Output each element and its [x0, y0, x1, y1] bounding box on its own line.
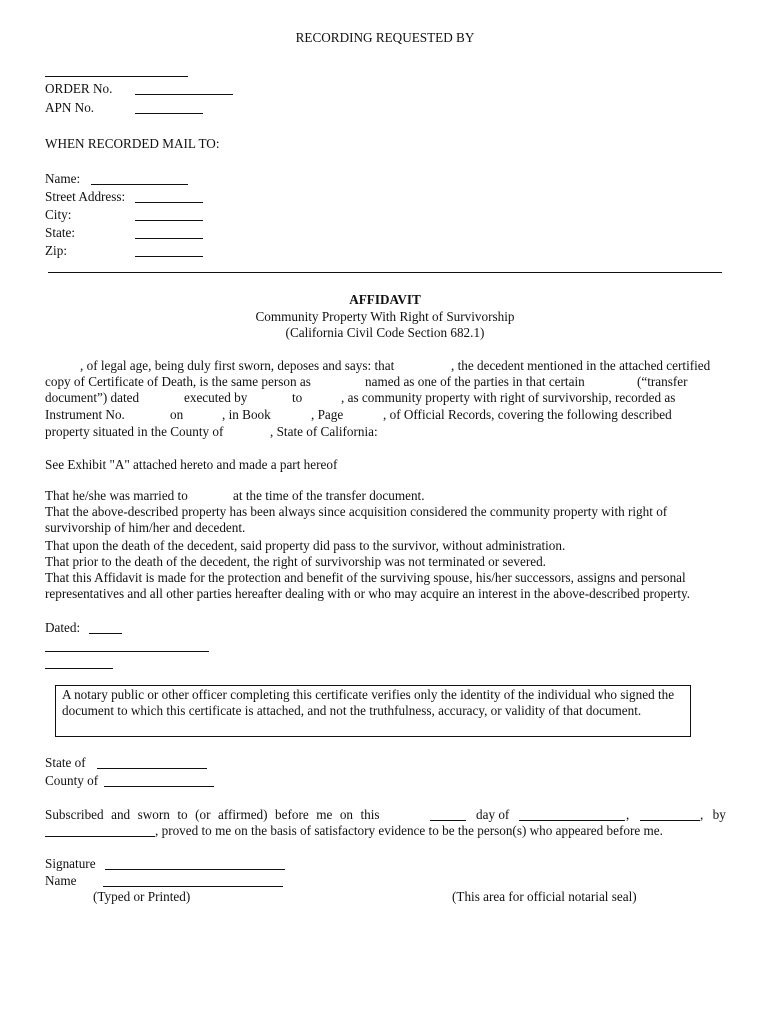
jurat-county-label: County of — [45, 773, 99, 788]
jurat-state-field[interactable] — [97, 754, 207, 769]
subscribed-by: , by — [700, 807, 726, 822]
affidavit-line-4a: Instrument No. — [45, 407, 125, 422]
affidavit-line-2b: named as one of the parties in that certain — [365, 374, 585, 389]
affidavit-line-1b: , the decedent mentioned in the attached certified — [451, 358, 711, 373]
affiant-name-line[interactable] — [45, 654, 113, 669]
section-divider — [48, 272, 722, 273]
zip-field[interactable] — [135, 242, 203, 257]
notary-signature-label: Signature — [45, 856, 96, 871]
typed-or-printed-note: (Typed or Printed) — [93, 889, 191, 904]
city-field[interactable] — [135, 206, 203, 221]
affidavit-line-4e: , of Official Records, covering the following described — [383, 407, 672, 422]
married-statement-a: That he/she was married to — [45, 488, 188, 503]
order-no-field[interactable] — [135, 80, 233, 95]
recording-requested-line[interactable] — [45, 62, 188, 77]
affidavit-line-3b: executed by — [184, 390, 248, 405]
civil-code-reference: (California Civil Code Section 682.1) — [285, 325, 485, 340]
affidavit-line-4d: , Page — [311, 407, 344, 422]
affidavit-line-4c: , in Book — [222, 407, 271, 422]
recording-requested-by: RECORDING REQUESTED BY — [295, 30, 475, 45]
jurat-day-field[interactable] — [430, 806, 466, 821]
state-field[interactable] — [135, 224, 203, 239]
statement-survivorship: That prior to the death of the decedent, the right of survivorship was not terminated or severed. — [45, 554, 546, 569]
apn-no-label: APN No. — [45, 100, 95, 115]
jurat-signer-field[interactable] — [45, 822, 155, 837]
affidavit-line-1a: , of legal age, being duly first sworn, deposes and says: that — [80, 358, 395, 373]
notary-notice-box: A notary public or other officer completing this certificate verifies only the identity of the individual who signed the document to which this certificate is attached, and not the truthfulness, accuracy, or validity of that document. — [55, 685, 691, 737]
exhibit-reference: See Exhibit "A" attached hereto and made a part hereof — [45, 457, 338, 472]
affidavit-title: AFFIDAVIT — [349, 292, 421, 307]
jurat-county-field[interactable] — [104, 772, 214, 787]
mail-name-field[interactable] — [91, 170, 188, 185]
city-label: City: — [45, 207, 72, 222]
jurat-month-field[interactable] — [519, 806, 625, 821]
street-address-label: Street Address: — [45, 189, 126, 204]
affidavit-line-5a: property situated in the County of — [45, 424, 224, 439]
subscribed-comma: , — [626, 807, 630, 822]
subscribed-text-a: Subscribed and sworn to (or affirmed) before me on this — [45, 807, 380, 822]
married-statement-b: at the time of the transfer document. — [233, 488, 425, 503]
mail-name-label: Name: — [45, 171, 81, 186]
dated-field[interactable] — [89, 619, 122, 634]
street-address-field[interactable] — [135, 188, 203, 203]
when-recorded-heading: WHEN RECORDED MAIL TO: — [45, 136, 220, 151]
jurat-state-label: State of — [45, 755, 86, 770]
notary-name-label: Name — [45, 873, 77, 888]
affidavit-line-3a: document”) dated — [45, 390, 140, 405]
statement-community-property: That the above-described property has been always since acquisition considered the community property with right of survivorship of him/her and decedent. — [45, 504, 668, 536]
affidavit-subtitle: Community Property With Right of Survivorship — [255, 309, 515, 324]
jurat-year-field[interactable] — [640, 806, 700, 821]
affidavit-line-5b: , State of California: — [270, 424, 378, 439]
notary-name-field[interactable] — [103, 872, 283, 887]
affiant-signature-line[interactable] — [45, 637, 209, 652]
affidavit-line-2c: (“transfer — [637, 374, 688, 389]
notary-signature-field[interactable] — [105, 855, 285, 870]
statement-death-transfer: That upon the death of the decedent, said property did pass to the survivor, without administration. — [45, 538, 566, 553]
subscribed-text-e: , proved to me on the basis of satisfactory evidence to be the person(s) who appeared before me. — [155, 823, 663, 838]
affidavit-line-3d: , as community property with right of survivorship, recorded as — [341, 390, 676, 405]
affidavit-line-4b: on — [170, 407, 184, 422]
affidavit-line-2a: copy of Certificate of Death, is the same person as — [45, 374, 311, 389]
zip-label: Zip: — [45, 243, 67, 258]
notarial-seal-area: (This area for official notarial seal) — [452, 889, 637, 904]
dated-label: Dated: — [45, 620, 81, 635]
subscribed-text-b: day of — [476, 807, 510, 822]
order-no-label: ORDER No. — [45, 81, 113, 96]
affidavit-line-3c: to — [292, 390, 303, 405]
apn-no-field[interactable] — [135, 99, 203, 114]
state-label: State: — [45, 225, 76, 240]
statement-protection: That this Affidavit is made for the protection and benefit of the surviving spouse, his/her successors, assigns and personal representatives and all other parties hereafter dealing with or who may acquire an interest in the above-described property. — [45, 570, 691, 602]
